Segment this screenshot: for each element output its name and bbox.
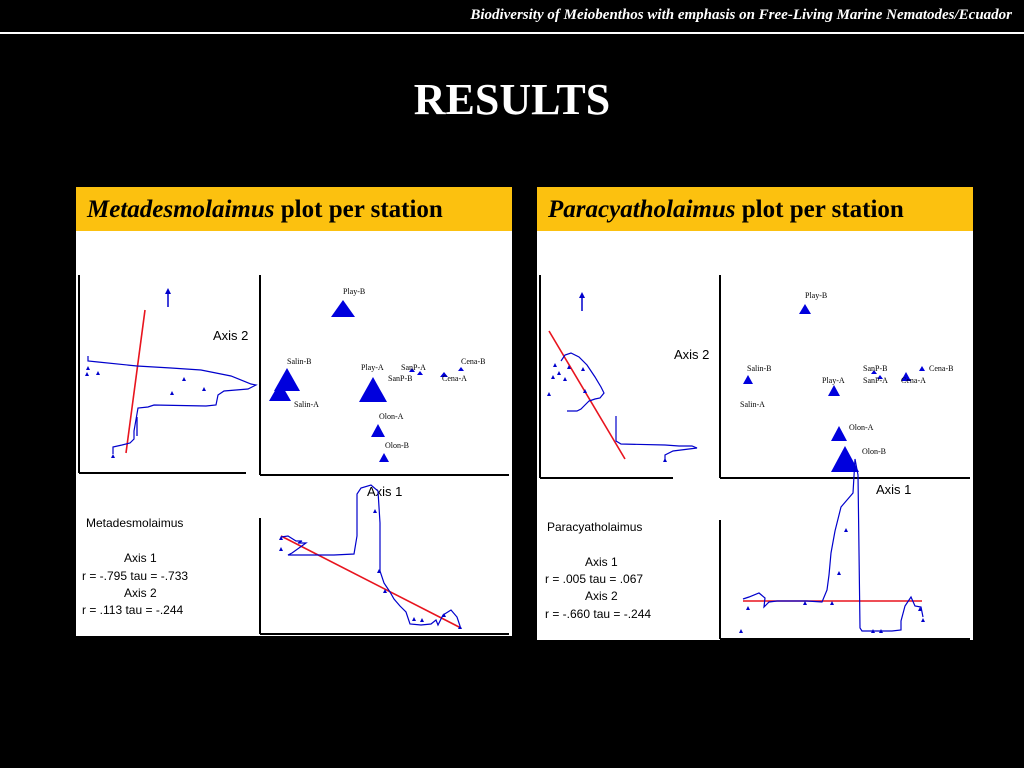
stats-block <box>82 516 188 617</box>
header-divider <box>0 32 1024 34</box>
stats-line: r = .113 tau = -.244 <box>82 603 184 617</box>
trend-line <box>549 331 625 459</box>
panel-heading <box>76 187 512 231</box>
station-label: Olon-A <box>849 423 874 432</box>
point-marker <box>553 363 557 367</box>
vector-arrow-head <box>579 292 585 298</box>
stats-line: Axis 2 <box>124 586 157 600</box>
profile-line <box>88 356 256 454</box>
point-marker <box>182 377 186 381</box>
paracyatholaimus-panel <box>537 187 973 640</box>
station-label: Salin-B <box>287 357 312 366</box>
species-name: Metadesmolaimus <box>87 196 275 223</box>
point-marker <box>563 377 567 381</box>
ordination-figure <box>76 231 512 636</box>
station-label: Olon-A <box>379 412 404 421</box>
station-label: SanP-B <box>388 374 413 383</box>
axis2-label: Axis 2 <box>213 328 249 343</box>
trend-line <box>281 536 461 628</box>
panel-heading <box>537 187 973 231</box>
station-marker <box>359 377 387 402</box>
page-title: RESULTS <box>413 75 611 124</box>
species-name: Paracyatholaimus <box>548 196 736 223</box>
station-marker <box>371 424 385 437</box>
point-marker <box>279 547 283 551</box>
profile-line <box>281 485 460 626</box>
station-marker <box>743 375 753 384</box>
ordination-figure <box>537 231 973 640</box>
axis2-profile-plot <box>79 275 256 473</box>
station-label: Play-A <box>361 363 384 372</box>
point-marker <box>837 571 841 575</box>
station-label: Cena-B <box>929 364 954 373</box>
point-marker <box>412 617 416 621</box>
station-marker <box>331 300 355 317</box>
station-ordination-plot <box>213 275 509 475</box>
stats-line: Axis 1 <box>124 551 157 565</box>
station-label: Salin-A <box>740 400 765 409</box>
station-ordination-plot <box>674 275 970 478</box>
station-label: Olon-B <box>862 447 886 456</box>
station-label: Play-B <box>805 291 828 300</box>
station-marker <box>831 426 847 441</box>
point-marker <box>111 454 115 458</box>
point-marker <box>202 387 206 391</box>
point-marker <box>420 618 424 622</box>
station-label: SanP-B <box>863 364 888 373</box>
station-label: Cena-A <box>442 374 467 383</box>
axis2-label: Axis 2 <box>674 347 710 362</box>
stats-line: Axis 1 <box>585 555 618 569</box>
station-marker <box>799 304 811 314</box>
heading-rest: plot per station <box>274 196 443 223</box>
stats-line: r = -.795 tau = -.733 <box>82 569 189 583</box>
point-marker <box>85 372 89 376</box>
slide-header <box>0 0 1024 34</box>
point-marker <box>373 509 377 513</box>
point-marker <box>739 629 743 633</box>
point-marker <box>663 458 667 462</box>
point-marker <box>96 371 100 375</box>
point-marker <box>86 366 90 370</box>
point-marker <box>551 375 555 379</box>
station-label: Olon-B <box>385 441 409 450</box>
point-marker <box>844 528 848 532</box>
stats-title: Metadesmolaimus <box>86 516 184 530</box>
profile-line <box>616 416 697 460</box>
stats-block <box>545 520 651 621</box>
point-marker <box>581 367 585 371</box>
axis1-label: Axis 1 <box>367 484 403 499</box>
station-label: Cena-A <box>901 376 926 385</box>
stats-line: r = -.660 tau = -.244 <box>545 607 652 621</box>
station-label: SanP-A <box>401 363 426 372</box>
axis2-profile-plot <box>540 275 697 478</box>
point-marker <box>170 391 174 395</box>
station-label: Salin-A <box>294 400 319 409</box>
point-marker <box>921 618 925 622</box>
station-marker <box>379 453 389 462</box>
point-marker <box>557 371 561 375</box>
station-marker <box>458 367 464 371</box>
vector-arrow-head <box>165 288 171 294</box>
station-marker <box>919 366 925 371</box>
station-marker <box>828 385 840 396</box>
point-marker <box>547 392 551 396</box>
stats-title: Paracyatholaimus <box>547 520 643 534</box>
trend-line <box>126 310 145 453</box>
station-label: Salin-B <box>747 364 772 373</box>
stats-line: r = .005 tau = .067 <box>545 572 644 586</box>
stats-line: Axis 2 <box>585 589 618 603</box>
metadesmolaimus-panel <box>76 187 512 636</box>
header-text: Biodiversity of Meiobenthos with emphasis on Free-Living Marine Nematodes/Ecuador <box>470 7 1012 23</box>
axis1-profile-plot <box>720 459 970 639</box>
station-label: Cena-B <box>461 357 486 366</box>
heading-rest: plot per station <box>735 196 904 223</box>
station-label: SanP-A <box>863 376 888 385</box>
axis1-profile-plot <box>260 484 509 634</box>
station-label: Play-B <box>343 287 366 296</box>
station-label: Play-A <box>822 376 845 385</box>
point-marker <box>746 606 750 610</box>
axis1-label: Axis 1 <box>876 482 912 497</box>
